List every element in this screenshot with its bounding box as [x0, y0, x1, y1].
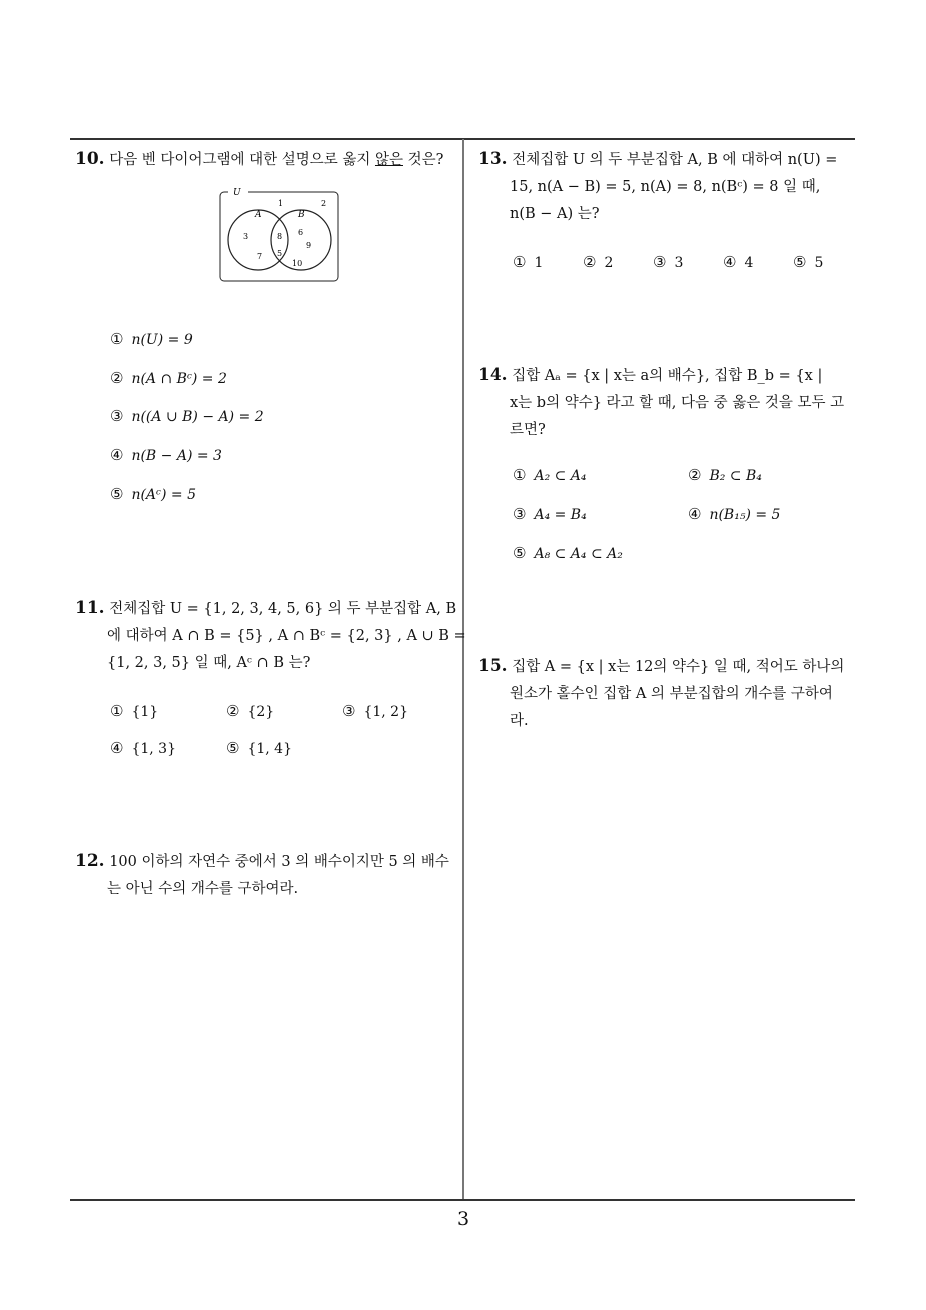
q14-choice-2[interactable]: [688, 466, 762, 484]
choice-text: {1, 4}: [247, 741, 292, 757]
q14-choice-3[interactable]: [513, 505, 587, 523]
choice-text: {1, 3}: [131, 741, 176, 757]
venn-element: 6: [298, 228, 304, 237]
stem-line-1: 전체집합 U 의 두 부분집합 A, B 에 대하여 n(U) =: [512, 152, 838, 168]
choice-text: 4: [744, 255, 754, 271]
q13-choice-1[interactable]: [513, 253, 543, 271]
choice-text: 3: [674, 255, 684, 271]
q11-choice-3[interactable]: [342, 702, 408, 720]
q10-choice-5[interactable]: [110, 485, 196, 503]
q13-choice-3[interactable]: [653, 253, 683, 271]
stem-underlined-text: 않은: [374, 152, 403, 168]
question-10: [75, 146, 460, 174]
question-number: 13.: [478, 149, 508, 169]
venn-element: 10: [292, 259, 303, 268]
choice-mark: ②: [110, 369, 124, 387]
choice-text: B₂ ⊂ B₄: [709, 468, 762, 484]
q11-choice-2[interactable]: [226, 702, 274, 720]
q10-choice-2[interactable]: [110, 369, 227, 387]
stem-line-3: n(B − A) 는?: [510, 206, 600, 222]
choice-mark: ③: [513, 505, 527, 523]
choice-mark: ③: [110, 407, 124, 425]
choice-text: n(B − A) = 3: [131, 448, 222, 464]
choice-mark: ④: [110, 739, 124, 757]
q13-choice-5[interactable]: [793, 253, 823, 271]
venn-element: 9: [306, 241, 312, 250]
choice-text: A₄ = B₄: [534, 507, 587, 523]
question-13: [478, 146, 858, 228]
page-number: 3: [456, 1208, 470, 1230]
choice-text: {1, 2}: [363, 704, 408, 720]
question-stem: [109, 152, 443, 168]
choice-text: 1: [534, 255, 544, 271]
choice-text: n(A ∩ Bᶜ) = 2: [131, 371, 227, 387]
choice-mark: ⑤: [110, 485, 124, 503]
q11-choice-5[interactable]: [226, 739, 292, 757]
choice-text: A₂ ⊂ A₄: [534, 468, 587, 484]
choice-text: n((A ∪ B) − A) = 2: [131, 409, 264, 425]
venn-element: 8: [277, 232, 283, 241]
question-number: 14.: [478, 365, 508, 385]
venn-diagram: [218, 184, 342, 284]
stem-line-3: {1, 2, 3, 5} 일 때, Aᶜ ∩ B 는?: [107, 655, 311, 671]
stem-line-1: 집합 A = {x | x는 12의 약수} 일 때, 적어도 하나의: [512, 659, 845, 675]
q10-choice-3[interactable]: [110, 407, 264, 425]
bottom-rule: [70, 1199, 855, 1201]
choice-mark: ③: [653, 253, 667, 271]
q14-choice-1[interactable]: [513, 466, 587, 484]
q10-choice-1[interactable]: [110, 330, 193, 348]
q13-choice-2[interactable]: [583, 253, 613, 271]
question-14: [478, 362, 858, 444]
choice-mark: ④: [688, 505, 702, 523]
question-12: [75, 848, 460, 903]
venn-label-a: A: [255, 210, 262, 220]
q11-choice-1[interactable]: [110, 702, 158, 720]
choice-mark: ②: [688, 466, 702, 484]
choice-text: n(U) = 9: [131, 332, 193, 348]
question-number: 11.: [75, 598, 105, 618]
venn-element: 1: [278, 199, 284, 208]
question-number: 10.: [75, 149, 105, 169]
q13-choice-4[interactable]: [723, 253, 753, 271]
venn-element: 5: [277, 249, 283, 258]
column-divider: [462, 139, 464, 1200]
choice-text: n(Aᶜ) = 5: [131, 487, 196, 503]
choice-mark: ④: [723, 253, 737, 271]
stem-line-2: 15, n(A − B) = 5, n(A) = 8, n(Bᶜ) = 8 일 때,: [510, 179, 821, 195]
choice-text: A₈ ⊂ A₄ ⊂ A₂: [534, 546, 623, 562]
choice-mark: ①: [110, 330, 124, 348]
choice-mark: ②: [583, 253, 597, 271]
q14-choice-5[interactable]: [513, 544, 623, 562]
question-number: 12.: [75, 851, 105, 871]
venn-element: 7: [257, 252, 263, 261]
question-11: [75, 595, 466, 677]
choice-mark: ⑤: [226, 739, 240, 757]
question-15: [478, 653, 858, 735]
q11-choice-4[interactable]: [110, 739, 176, 757]
choice-mark: ⑤: [513, 544, 527, 562]
q10-choice-4[interactable]: [110, 446, 222, 464]
stem-line-2: 에 대하여 A ∩ B = {5} , A ∩ Bᶜ = {2, 3} , A ∪ B =: [107, 628, 466, 644]
stem-line-3: 라.: [510, 713, 529, 729]
stem-line-2: 원소가 홀수인 집합 A 의 부분집합의 개수를 구하여: [510, 686, 833, 702]
stem-text: 다음 벤 다이어그램에 대한 설명으로 옳지: [109, 152, 375, 168]
venn-label-b: B: [298, 210, 305, 220]
choice-mark: ⑤: [793, 253, 807, 271]
venn-universe-label: U: [233, 188, 241, 198]
choice-mark: ④: [110, 446, 124, 464]
choice-mark: ①: [513, 253, 527, 271]
stem-line-2: x는 b의 약수} 라고 할 때, 다음 중 옳은 것을 모두 고: [510, 395, 845, 411]
choice-text: {1}: [131, 704, 159, 720]
choice-mark: ②: [226, 702, 240, 720]
choice-text: {2}: [247, 704, 275, 720]
stem-line-2: 는 아닌 수의 개수를 구하여라.: [107, 881, 299, 897]
choice-mark: ①: [513, 466, 527, 484]
stem-line-3: 르면?: [510, 422, 546, 438]
venn-element: 3: [243, 232, 249, 241]
q14-choice-4[interactable]: [688, 505, 780, 523]
choice-text: n(B₁₅) = 5: [709, 507, 781, 523]
venn-element: 2: [321, 199, 327, 208]
stem-line-1: 전체집합 U = {1, 2, 3, 4, 5, 6} 의 두 부분집합 A, B: [109, 601, 457, 617]
choice-text: 5: [814, 255, 824, 271]
stem-line-1: 100 이하의 자연수 중에서 3 의 배수이지만 5 의 배수: [109, 854, 449, 870]
stem-text-end: 것은?: [402, 152, 444, 168]
choice-mark: ③: [342, 702, 356, 720]
choice-mark: ①: [110, 702, 124, 720]
question-number: 15.: [478, 656, 508, 676]
stem-line-1: 집합 Aₐ = {x | x는 a의 배수}, 집합 B_b = {x |: [512, 368, 823, 384]
choice-text: 2: [604, 255, 614, 271]
